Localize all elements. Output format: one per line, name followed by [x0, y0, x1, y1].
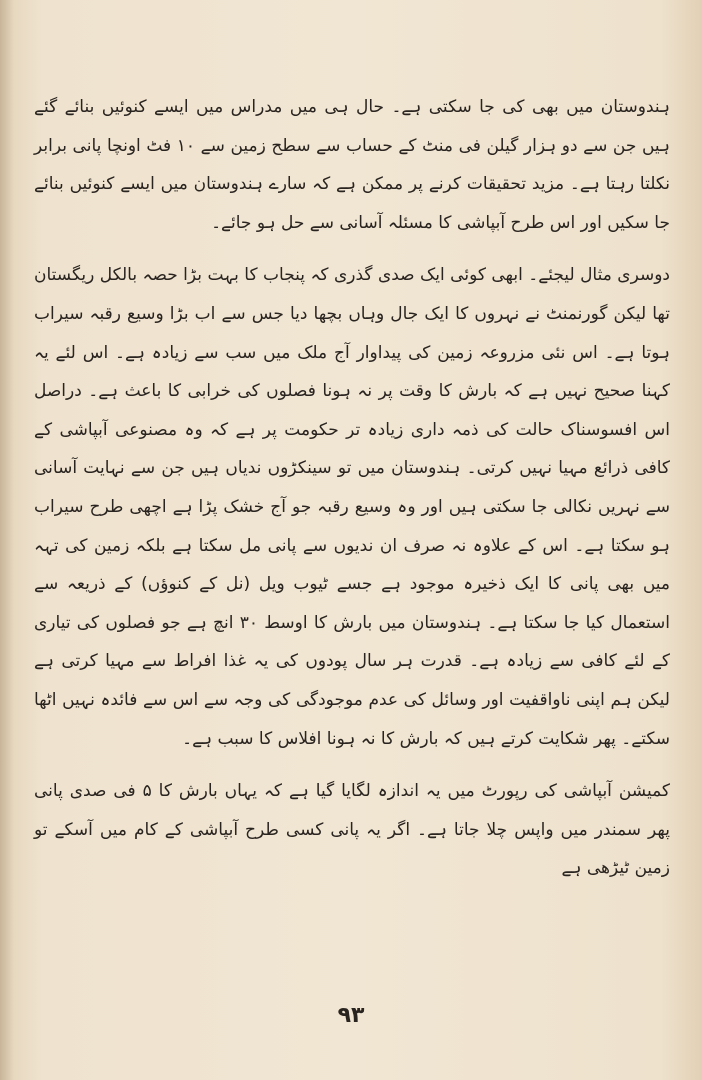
paragraph-3: کمیشن آبپاشی کی رپورٹ میں یہ اندازہ لگایا گیا ہے کہ یہاں بارش کا ۵ فی صدی پانی پھر سمندر میں واپس چلا جاتا ہے۔ اگر یہ پانی کسی طرح آبپاشی کے کام میں آسکے تو زمین ٹیڑھی ہے [34, 781, 670, 879]
page-text-block [34, 88, 670, 888]
page-edge-shadow [0, 0, 14, 1080]
paragraph-1: ہندوستان میں بھی کی جا سکتی ہے۔ حال ہی میں مدراس میں ایسے کنوئیں بنائے گئے ہیں جن سے دو ہزار گیلن فی منٹ کے حساب سے سطح زمین سے ۱۰ فٹ اونچا پانی برابر نکلتا رہتا ہے۔ مزید تحقیقات کرنے پر ممکن ہے کہ سارے ہندوستان میں ایسے کنوئیں بنائے جا سکیں اور اس طرح آبپاشی کا مسئلہ آسانی سے حل ہو جائے۔ [34, 97, 671, 233]
page-number: ۹۳ [337, 1003, 365, 1028]
paragraph-2: دوسری مثال لیجئے۔ ابھی کوئی ایک صدی گذری کہ پنجاب کا بہت بڑا حصہ بالکل ریگستان تھا لیکن گورنمنٹ نے نہروں کا ایک جال وہاں بچھا دیا جس سے اب بڑا وسیع رقبہ سیراب ہوتا ہے۔ اس نئی مزروعہ زمین کی پیداوار آج ملک میں سب سے زیادہ ہے۔ اس لئے یہ کہنا صحیح نہیں ہے کہ بارش کا وقت پر نہ ہونا فصلوں کی خرابی کا باعث ہے۔ دراصل اس افسوسناک حالت کی ذمہ داری زیادہ تر حکومت پر ہے کہ وہ مصنوعی آبپاشی کے کافی ذرائع مہیا نہیں کرتی۔ ہندوستان میں تو سینکڑوں ندیاں ہیں جن سے نہایت آسانی سے نہریں نکالی جا سکتی ہیں اور وہ وسیع رقبہ جو آج خشک پڑا ہے اچھی طرح سیراب ہو سکتا ہے۔ اس کے علاوہ نہ صرف ان ندیوں سے پانی مل سکتا ہے بلکہ زمین کی تہہ میں بھی پانی کا ایک ذخیرہ موجود ہے جسے ٹیوب ویل (نل کے کنوؤں) کے ذریعہ سے استعمال کیا جا سکتا ہے۔ ہندوستان میں بارش کا اوسط ۳۰ انچ ہے جو فصلوں کی تیاری کے لئے کافی سے زیادہ ہے۔ قدرت ہر سال پودوں کی یہ غذا افراط سے مہیا کرتی ہے لیکن ہم اپنی ناواقفیت اور وسائل کی عدم موجودگی کی وجہ سے اس سے فائدہ نہیں اٹھا سکتے۔ پھر شکایت کرتے ہیں کہ بارش کا نہ ہونا افلاس کا سبب ہے۔ [34, 265, 670, 749]
